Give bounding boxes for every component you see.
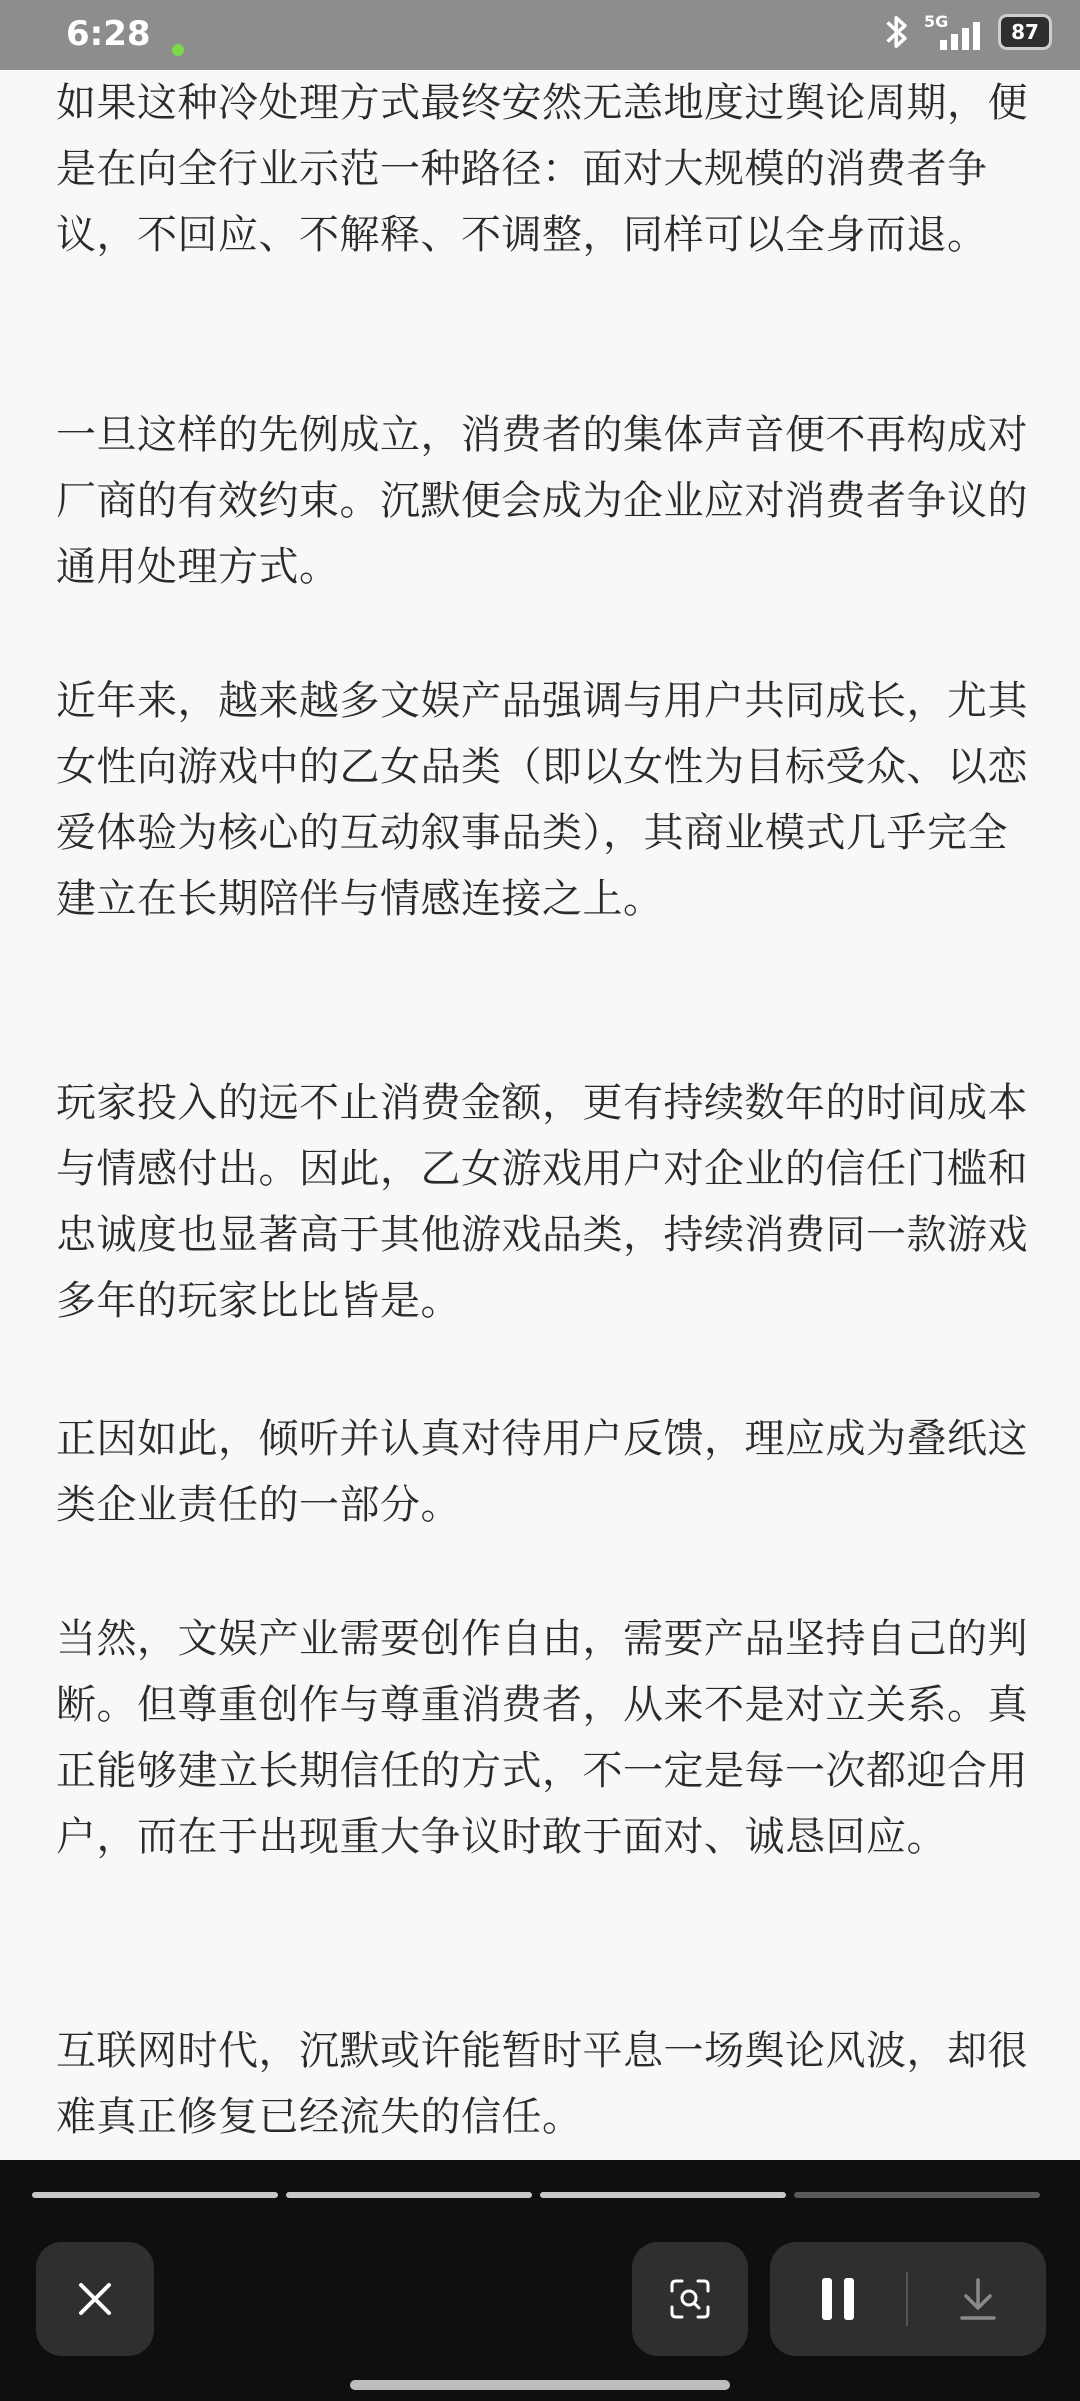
scan-icon bbox=[666, 2275, 714, 2323]
paragraph: 玩家投入的远不止消费金额，更有持续数年的时间成本与情感付出。因此，乙女游戏用户对企业的信任门槛和忠诚度也显著高于其他游戏品类，持续消费同一款游戏多年的玩家比比皆是。 bbox=[56, 1080, 1028, 1324]
close-icon bbox=[75, 2279, 115, 2319]
paragraph: 当然，文娱产业需要创作自由，需要产品坚持自己的判断。但尊重创作与尊重消费者，从来不是对立关系。真正能够建立长期信任的方式，不一定是每一次都迎合用户，而在于出现重大争议时敢于面对、诚恳回应。 bbox=[56, 1616, 1028, 1860]
battery-icon bbox=[998, 14, 1052, 50]
close-button[interactable] bbox=[36, 2242, 154, 2356]
status-time: 6:28 bbox=[66, 14, 151, 54]
viewer-controls bbox=[0, 2160, 1080, 2401]
signal-icon bbox=[924, 12, 988, 52]
paragraph: 近年来，越来越多文娱产品强调与用户共同成长，尤其女性向游戏中的乙女品类（即以女性为目标受众、以恋爱体验为核心的互动叙事品类），其商业模式几乎完全建立在长期陪伴与情感连接之上。 bbox=[56, 678, 1028, 922]
story-progress bbox=[32, 2192, 1040, 2198]
progress-segment bbox=[794, 2192, 1040, 2198]
playback-controls bbox=[770, 2242, 1046, 2356]
bluetooth-icon bbox=[880, 13, 914, 51]
pause-button[interactable] bbox=[770, 2242, 906, 2356]
progress-segment bbox=[286, 2192, 532, 2198]
paragraph: 一旦这样的先例成立，消费者的集体声音便不再构成对厂商的有效约束。沉默便会成为企业应对消费者争议的通用处理方式。 bbox=[56, 412, 1028, 590]
pause-icon bbox=[816, 2274, 860, 2324]
download-icon bbox=[956, 2274, 1000, 2324]
divider bbox=[906, 2272, 908, 2326]
status-bar bbox=[0, 0, 1080, 70]
paragraph: 如果这种冷处理方式最终安然无恙地度过舆论周期，便是在向全行业示范一种路径：面对大规模的消费者争议，不回应、不解释、不调整，同样可以全身而退。 bbox=[56, 80, 1028, 258]
paragraph: 互联网时代，沉默或许能暂时平息一场舆论风波，却很难真正修复已经流失的信任。 bbox=[56, 2028, 1028, 2140]
download-button[interactable] bbox=[910, 2242, 1046, 2356]
battery-level: 87 bbox=[1011, 20, 1039, 44]
notification-dot-icon bbox=[172, 44, 184, 56]
scan-button[interactable] bbox=[632, 2242, 748, 2356]
progress-segment bbox=[540, 2192, 786, 2198]
article-body bbox=[0, 70, 1080, 2160]
paragraph: 正因如此，倾听并认真对待用户反馈，理应成为叠纸这类企业责任的一部分。 bbox=[56, 1416, 1028, 1528]
network-type: 5G bbox=[924, 12, 949, 31]
progress-segment bbox=[32, 2192, 278, 2198]
status-icons bbox=[880, 12, 1052, 52]
home-indicator[interactable] bbox=[350, 2380, 730, 2390]
